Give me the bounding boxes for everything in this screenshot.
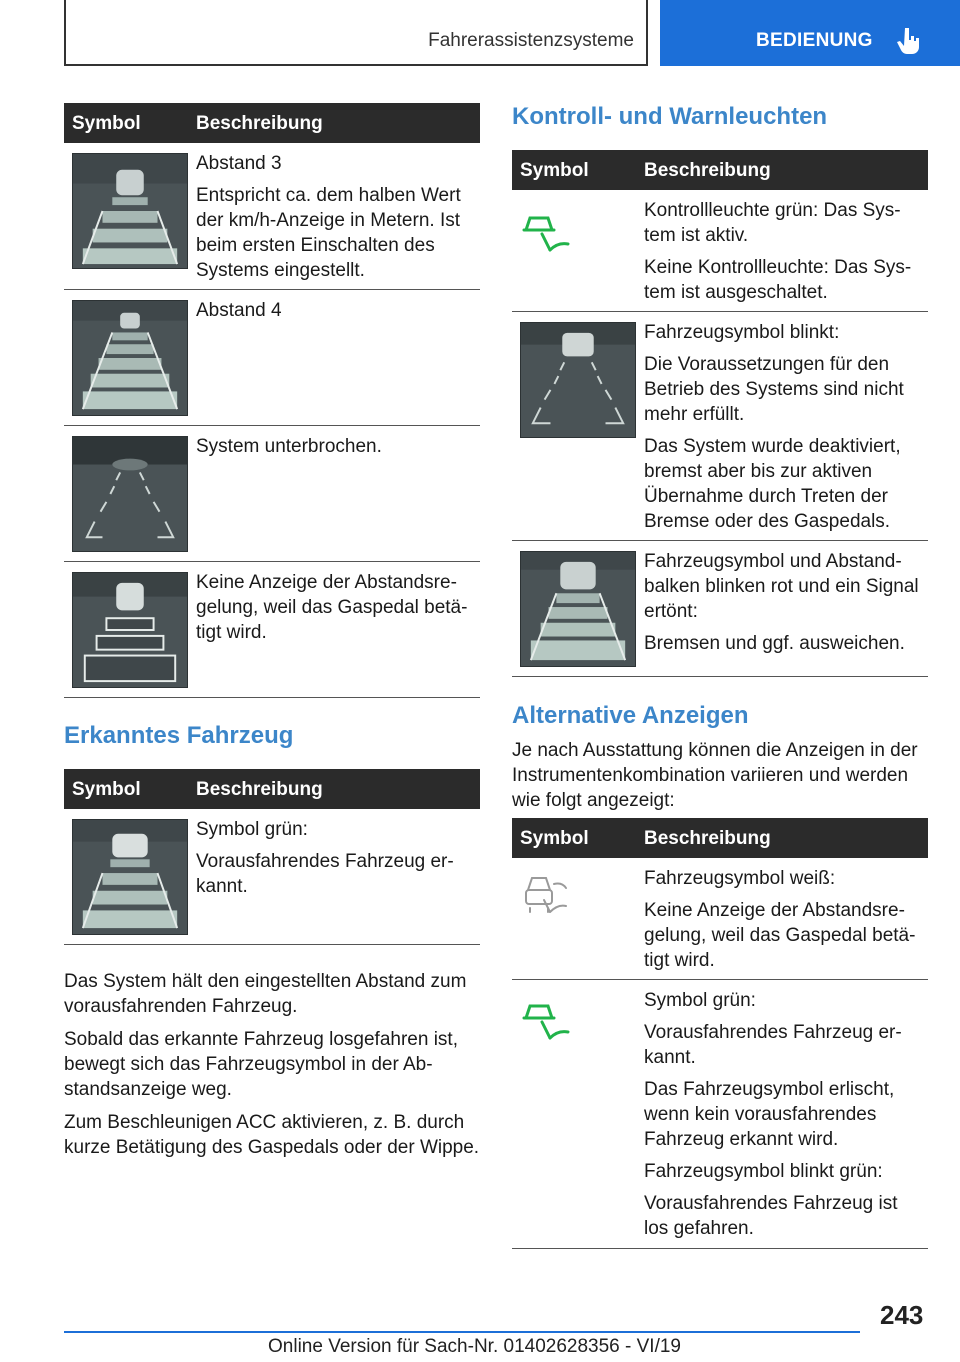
desc-line: Fahrzeugsymbol blinkt: bbox=[644, 322, 840, 343]
table-header bbox=[64, 103, 480, 143]
paragraph: Das System hält den eingestellten Abstand zum vorausfahrenden Fahrzeug. bbox=[64, 971, 467, 1017]
desc-line: Fahrzeugsymbol blinkt grün: bbox=[644, 1161, 883, 1182]
vehicle-recognized-icon bbox=[72, 819, 188, 935]
row-description bbox=[196, 817, 476, 906]
paragraph: Sobald das erkannte Fahrzeug losgefahren ist, bewegt sich das Fahrzeugsymbol in der Abstandsanzeige weg. bbox=[64, 1029, 458, 1100]
desc-line: Symbol grün: bbox=[644, 990, 756, 1011]
row-description bbox=[196, 570, 476, 652]
col-description-header: Beschreibung bbox=[196, 113, 323, 134]
row-description bbox=[196, 151, 476, 290]
heading-alternative-anzeigen: Alternative Anzeigen bbox=[512, 702, 749, 729]
row-description bbox=[644, 320, 924, 541]
desc-line: Keine Anzeige der Abstandsregelung, weil das Gaspedal betätigt wird. bbox=[196, 572, 468, 643]
col-symbol-header: Symbol bbox=[72, 779, 141, 800]
body-text-erkannt bbox=[64, 969, 480, 1168]
vehicle-flashing-icon bbox=[520, 322, 636, 438]
alternative-intro: Je nach Ausstattung können die Anzeigen in der Instrumentenkombination variieren und werden wie folgt angezeigt: bbox=[512, 740, 918, 811]
header-section-box bbox=[64, 0, 648, 66]
row-description bbox=[196, 298, 476, 330]
distance-3-icon bbox=[72, 153, 188, 269]
table-row bbox=[64, 809, 480, 945]
col-description-header: Beschreibung bbox=[644, 828, 771, 849]
pointing-hand-icon bbox=[896, 26, 922, 54]
desc-line: Vorausfahrendes Fahrzeug ist los gefahren. bbox=[644, 1193, 898, 1239]
table-header bbox=[64, 769, 480, 809]
paragraph: Zum Beschleunigen ACC aktivieren, z. B. durch kurze Betätigung des Gaspedals oder der Wippe. bbox=[64, 1112, 480, 1158]
table-row bbox=[512, 858, 928, 980]
acc-green-indicator-icon bbox=[520, 208, 580, 263]
system-interrupted-icon bbox=[72, 436, 188, 552]
row-description bbox=[644, 988, 924, 1248]
indicator-table bbox=[512, 150, 928, 677]
page-number: 243 bbox=[880, 1300, 924, 1330]
footer-divider bbox=[64, 1331, 860, 1333]
header-section-title: Fahrerassistenzsysteme bbox=[428, 30, 634, 51]
desc-line: Die Voraussetzungen für den Betrieb des Systems sind nicht mehr erfüllt. bbox=[644, 354, 904, 425]
row-description bbox=[196, 434, 476, 466]
desc-line: Keine Kontrollleuchte: Das System ist ausgeschaltet. bbox=[644, 257, 912, 303]
header-chapter-tab[interactable] bbox=[660, 0, 960, 66]
desc-line: Kontrollleuchte grün: Das System ist aktiv. bbox=[644, 200, 901, 246]
desc-line: Vorausfahrendes Fahrzeug erkannt. bbox=[644, 1022, 902, 1068]
heading-kontroll-warnleuchten: Kontroll- und Warnleuchten bbox=[512, 103, 828, 130]
table-row bbox=[512, 541, 928, 677]
acc-green-vehicle-icon bbox=[520, 996, 580, 1051]
desc-line: Fahrzeugsymbol weiß: bbox=[644, 868, 836, 889]
col-description-header: Beschreibung bbox=[196, 779, 323, 800]
table-row bbox=[512, 190, 928, 312]
desc-line: Das System wurde deaktiviert, bremst aber bis zur aktiven Übernahme durch Treten der Bremse oder des Gaspedals. bbox=[644, 436, 901, 532]
col-symbol-header: Symbol bbox=[520, 160, 589, 181]
desc-line: System unterbrochen. bbox=[196, 436, 382, 457]
col-description-header: Beschreibung bbox=[644, 160, 771, 181]
row-description bbox=[644, 198, 924, 312]
footer-version-text: Online Version für Sach-Nr. 01402628356 - VI/19 bbox=[268, 1336, 681, 1357]
desc-line: Vorausfahrendes Fahrzeug erkannt. bbox=[196, 851, 454, 897]
col-symbol-header: Symbol bbox=[520, 828, 589, 849]
table-header bbox=[512, 150, 928, 190]
collision-warning-icon bbox=[520, 551, 636, 667]
table-row bbox=[64, 426, 480, 562]
table-row bbox=[64, 143, 480, 290]
table-row bbox=[64, 562, 480, 698]
alternative-display-table bbox=[512, 818, 928, 1249]
heading-erkanntes-fahrzeug: Erkanntes Fahrzeug bbox=[64, 722, 294, 749]
desc-line: Abstand 3 bbox=[196, 153, 282, 174]
desc-line: Bremsen und ggf. ausweichen. bbox=[644, 633, 905, 654]
desc-line: Fahrzeugsymbol und Abstandbalken blinken rot und ein Signal ertönt: bbox=[644, 551, 919, 622]
gas-pedal-override-icon bbox=[72, 572, 188, 688]
table-row bbox=[512, 312, 928, 541]
desc-line: Keine Anzeige der Abstandsregelung, weil das Gaspedal betätigt wird. bbox=[644, 900, 916, 971]
vehicle-white-icon bbox=[520, 872, 580, 927]
table-row bbox=[64, 290, 480, 426]
desc-line: Das Fahrzeugsymbol erlischt, wenn kein vorausfahrendes Fahrzeug erkannt wird. bbox=[644, 1079, 895, 1150]
recognized-vehicle-table bbox=[64, 769, 480, 945]
row-description bbox=[644, 866, 924, 980]
header-chapter-label: BEDIENUNG bbox=[756, 30, 873, 51]
distance-table bbox=[64, 103, 480, 698]
table-header bbox=[512, 818, 928, 858]
col-symbol-header: Symbol bbox=[72, 113, 141, 134]
desc-line: Entspricht ca. dem halben Wert der km/h-Anzeige in Metern. Ist beim ersten Einschalten des Systems eingestellt. bbox=[196, 185, 461, 281]
desc-line: Symbol grün: bbox=[196, 819, 308, 840]
desc-line: Abstand 4 bbox=[196, 300, 282, 321]
distance-4-icon bbox=[72, 300, 188, 416]
row-description bbox=[644, 549, 924, 663]
table-row bbox=[512, 980, 928, 1249]
